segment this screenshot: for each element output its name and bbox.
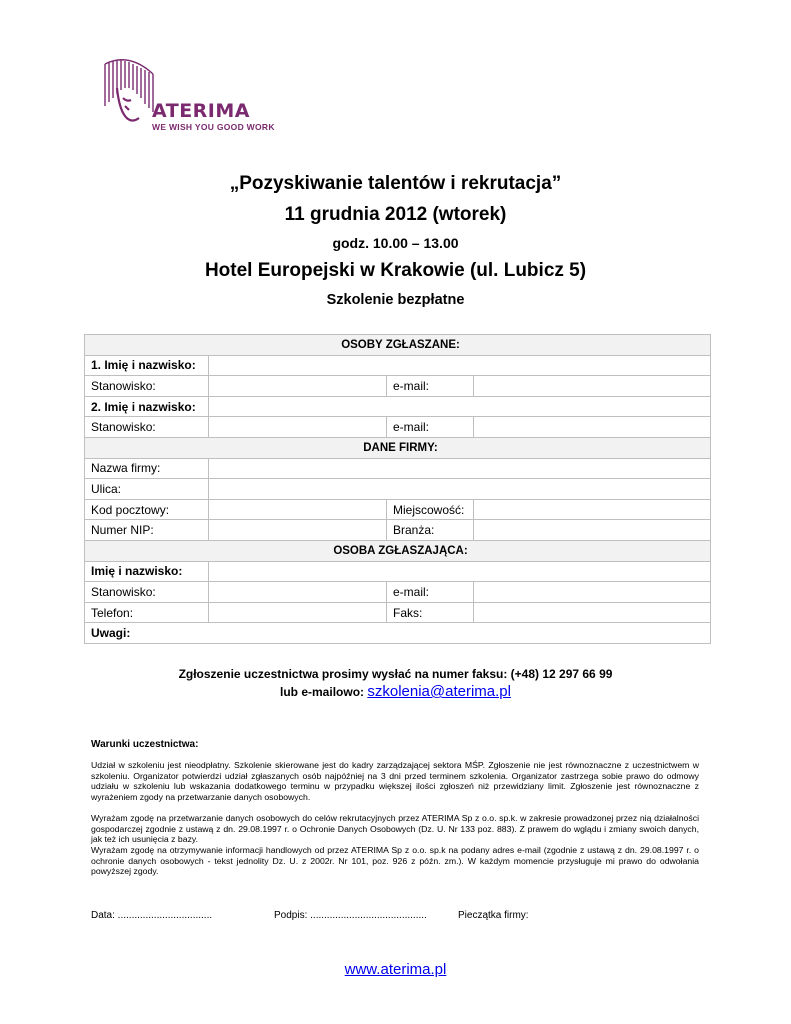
logo-wordmark: ATERIMA	[152, 100, 250, 122]
website-link[interactable]: www.aterima.pl	[344, 961, 447, 978]
terms-paragraph-1: Udział w szkoleniu jest nieodpłatny. Szkolenie skierowane jest do kadry zarządzającej sektora MŚP. Zgłoszenie nie jest równoznaczne z uczestnictwem w szkoleniu. Organizator potwierdzi udział zgłaszanych osób najpóźniej na 3 dni przed terminem szkolenia. Organizator zastrzega sobie prawo do odmowy udziału w szkoleniu lub wskazania dodatkowego terminu w przypadku większej ilości zgłoszeń niż przewidziany limit. Zgłoszenie jest równoznaczne z wyrażeniem zgody na przetwarzanie danych osobowych.	[91, 760, 699, 802]
send-email-link[interactable]: szkolenia@aterima.pl	[367, 683, 511, 700]
phone-field[interactable]	[209, 602, 387, 623]
submitter-name-label: Imię i nazwisko:	[85, 561, 209, 582]
person1-name-label: 1. Imię i nazwisko:	[85, 355, 209, 376]
signature-stamp: Pieczątka firmy:	[458, 910, 529, 921]
send-instruction: Zgłoszenie uczestnictwa prosimy wysłać na numer faksu: (+48) 12 297 66 99	[178, 667, 613, 681]
company-name-field[interactable]	[209, 458, 711, 479]
event-time: godz. 10.00 – 13.00	[332, 235, 459, 251]
logo-tagline: WE WISH YOU GOOD WORK	[152, 122, 275, 132]
person2-name-label: 2. Imię i nazwisko:	[85, 396, 209, 417]
send-email-line	[0, 683, 791, 700]
postal-code-label: Kod pocztowy:	[85, 499, 209, 520]
person2-email-label: e-mail:	[387, 417, 474, 438]
signature-date: Data: ..................................	[91, 910, 213, 921]
person1-email-field[interactable]	[474, 376, 711, 397]
event-date: 11 grudnia 2012 (wtorek)	[284, 204, 507, 225]
event-title: „Pozyskiwanie talentów i rekrutacja”	[229, 173, 562, 194]
send-email-prefix: lub e-mailowo:	[280, 685, 365, 699]
person1-name-field[interactable]	[209, 355, 711, 376]
registration-form	[84, 334, 711, 644]
submitter-name-field[interactable]	[209, 561, 711, 582]
signature-sign: Podpis: ..........................................	[274, 910, 427, 921]
street-label: Ulica:	[85, 479, 209, 500]
city-label: Miejscowość:	[387, 499, 474, 520]
submitter-email-field[interactable]	[474, 582, 711, 603]
terms-title: Warunki uczestnictwa:	[91, 739, 199, 750]
submitter-position-label: Stanowisko:	[85, 582, 209, 603]
fax-label: Faks:	[387, 602, 474, 623]
section-company: DANE FIRMY:	[85, 437, 711, 458]
section-persons: OSOBY ZGŁASZANE:	[85, 335, 711, 356]
submitter-position-field[interactable]	[209, 582, 387, 603]
company-name-label: Nazwa firmy:	[85, 458, 209, 479]
person2-email-field[interactable]	[474, 417, 711, 438]
notes-field[interactable]: Uwagi:	[85, 623, 711, 644]
postal-code-field[interactable]	[209, 499, 387, 520]
person2-name-field[interactable]	[209, 396, 711, 417]
person1-position-label: Stanowisko:	[85, 376, 209, 397]
phone-label: Telefon:	[85, 602, 209, 623]
terms-paragraph-2: Wyrażam zgodę na przetwarzanie danych osobowych do celów rekrutacyjnych przez ATERIMA Sp z o.o. sp.k. w zakresie prowadzonej przez nią działalności gospodarczej zgodnie z ustawą z dn. 29.08.1997 r. o Ochronie Danych Osobowych (Dz. U. Nr 133 poz. 883). Z prawem do wglądu i zmiany swoich danych, jak też ich usunięcia z bazy.	[91, 813, 699, 844]
industry-field[interactable]	[474, 520, 711, 541]
person1-position-field[interactable]	[209, 376, 387, 397]
terms-paragraph-3: Wyrażam zgodę na otrzymywanie informacji handlowych od przez ATERIMA Sp z o.o. sp.k na podany adres e-mail (zgodnie z ustawą z dn. 29.08.1997 r. o ochronie danych osobowych - tekst jednolity Dz. U. z 2002r. Nr 101, poz. 926 z późn. zm.). W każdym momencie przysługuje mi prawo do odwołania powyższej zgody.	[91, 845, 699, 876]
nip-field[interactable]	[209, 520, 387, 541]
nip-label: Numer NIP:	[85, 520, 209, 541]
person1-email-label: e-mail:	[387, 376, 474, 397]
person2-position-label: Stanowisko:	[85, 417, 209, 438]
person2-position-field[interactable]	[209, 417, 387, 438]
event-venue: Hotel Europejski w Krakowie (ul. Lubicz 5)	[204, 260, 587, 281]
industry-label: Branża:	[387, 520, 474, 541]
street-field[interactable]	[209, 479, 711, 500]
event-free-note: Szkolenie bezpłatne	[326, 292, 465, 308]
fax-field[interactable]	[474, 602, 711, 623]
submitter-email-label: e-mail:	[387, 582, 474, 603]
city-field[interactable]	[474, 499, 711, 520]
section-submitter: OSOBA ZGŁASZAJĄCA:	[85, 540, 711, 561]
